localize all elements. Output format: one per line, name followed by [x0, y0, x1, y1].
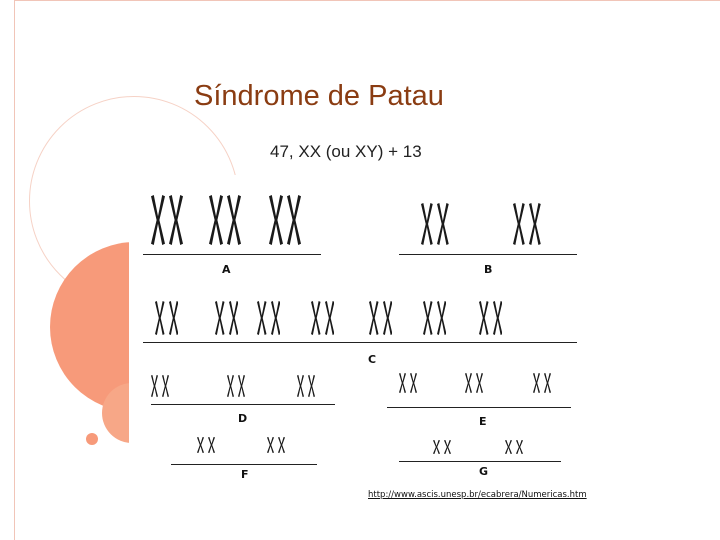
chromosome: [325, 301, 335, 340]
group-b-label: B: [484, 263, 493, 276]
chromosome: [208, 437, 215, 458]
chromosome: [423, 301, 433, 340]
group-e-label: E: [479, 415, 487, 428]
group-f-label: F: [241, 468, 249, 481]
slide-title: Síndrome de Patau: [194, 80, 444, 112]
chromosome: [493, 301, 503, 340]
chromosome: [399, 373, 406, 398]
chromosome: [169, 195, 183, 250]
chromosome: [533, 373, 540, 398]
chromosome: [155, 301, 165, 340]
chromosome: [162, 375, 169, 402]
chromosome: [383, 301, 393, 340]
chromosome: [479, 301, 489, 340]
group-e-line: [387, 407, 571, 408]
chromosome: [269, 195, 283, 250]
group-b-line: [399, 254, 577, 255]
chromosome: [311, 301, 321, 340]
chromosome: [505, 440, 512, 459]
chromosome: [516, 440, 523, 459]
chromosome: [278, 437, 285, 458]
chromosome: [209, 195, 223, 250]
chromosome: [421, 203, 433, 250]
chromosome: [151, 375, 158, 402]
chromosome: [513, 203, 525, 250]
chromosome: [433, 440, 440, 459]
decorative-circle-small: [86, 433, 98, 445]
chromosome: [465, 373, 472, 398]
chromosome: [287, 195, 301, 250]
group-g-label: G: [479, 465, 489, 478]
chromosome: [197, 437, 204, 458]
group-d-line: [151, 404, 335, 405]
chromosome: [169, 301, 179, 340]
chromosome: [529, 203, 541, 250]
chromosome: [151, 195, 165, 250]
chromosome: [437, 203, 449, 250]
chromosome: [410, 373, 417, 398]
group-g-line: [399, 461, 561, 462]
group-a-line: [143, 254, 321, 255]
group-c-label: C: [368, 353, 377, 366]
karyotype-formula: 47, XX (ou XY) + 13: [270, 142, 422, 161]
group-a-label: A: [222, 263, 231, 276]
chromosome: [227, 195, 241, 250]
chromosome: [229, 301, 239, 340]
source-link[interactable]: http://www.ascis.unesp.br/ecabrera/Numericas.htm: [368, 490, 587, 500]
chromosome: [476, 373, 483, 398]
karyotype-image: [129, 175, 599, 505]
group-c-line: [143, 342, 577, 343]
chromosome: [238, 375, 245, 402]
chromosome: [297, 375, 304, 402]
chromosome: [308, 375, 315, 402]
group-d-label: D: [238, 412, 248, 425]
chromosome: [444, 440, 451, 459]
chromosome: [215, 301, 225, 340]
chromosome: [257, 301, 267, 340]
chromosome: [267, 437, 274, 458]
group-f-line: [171, 464, 317, 465]
chromosome: [437, 301, 447, 340]
chromosome: [544, 373, 551, 398]
chromosome: [369, 301, 379, 340]
chromosome: [227, 375, 234, 402]
chromosome: [271, 301, 281, 340]
